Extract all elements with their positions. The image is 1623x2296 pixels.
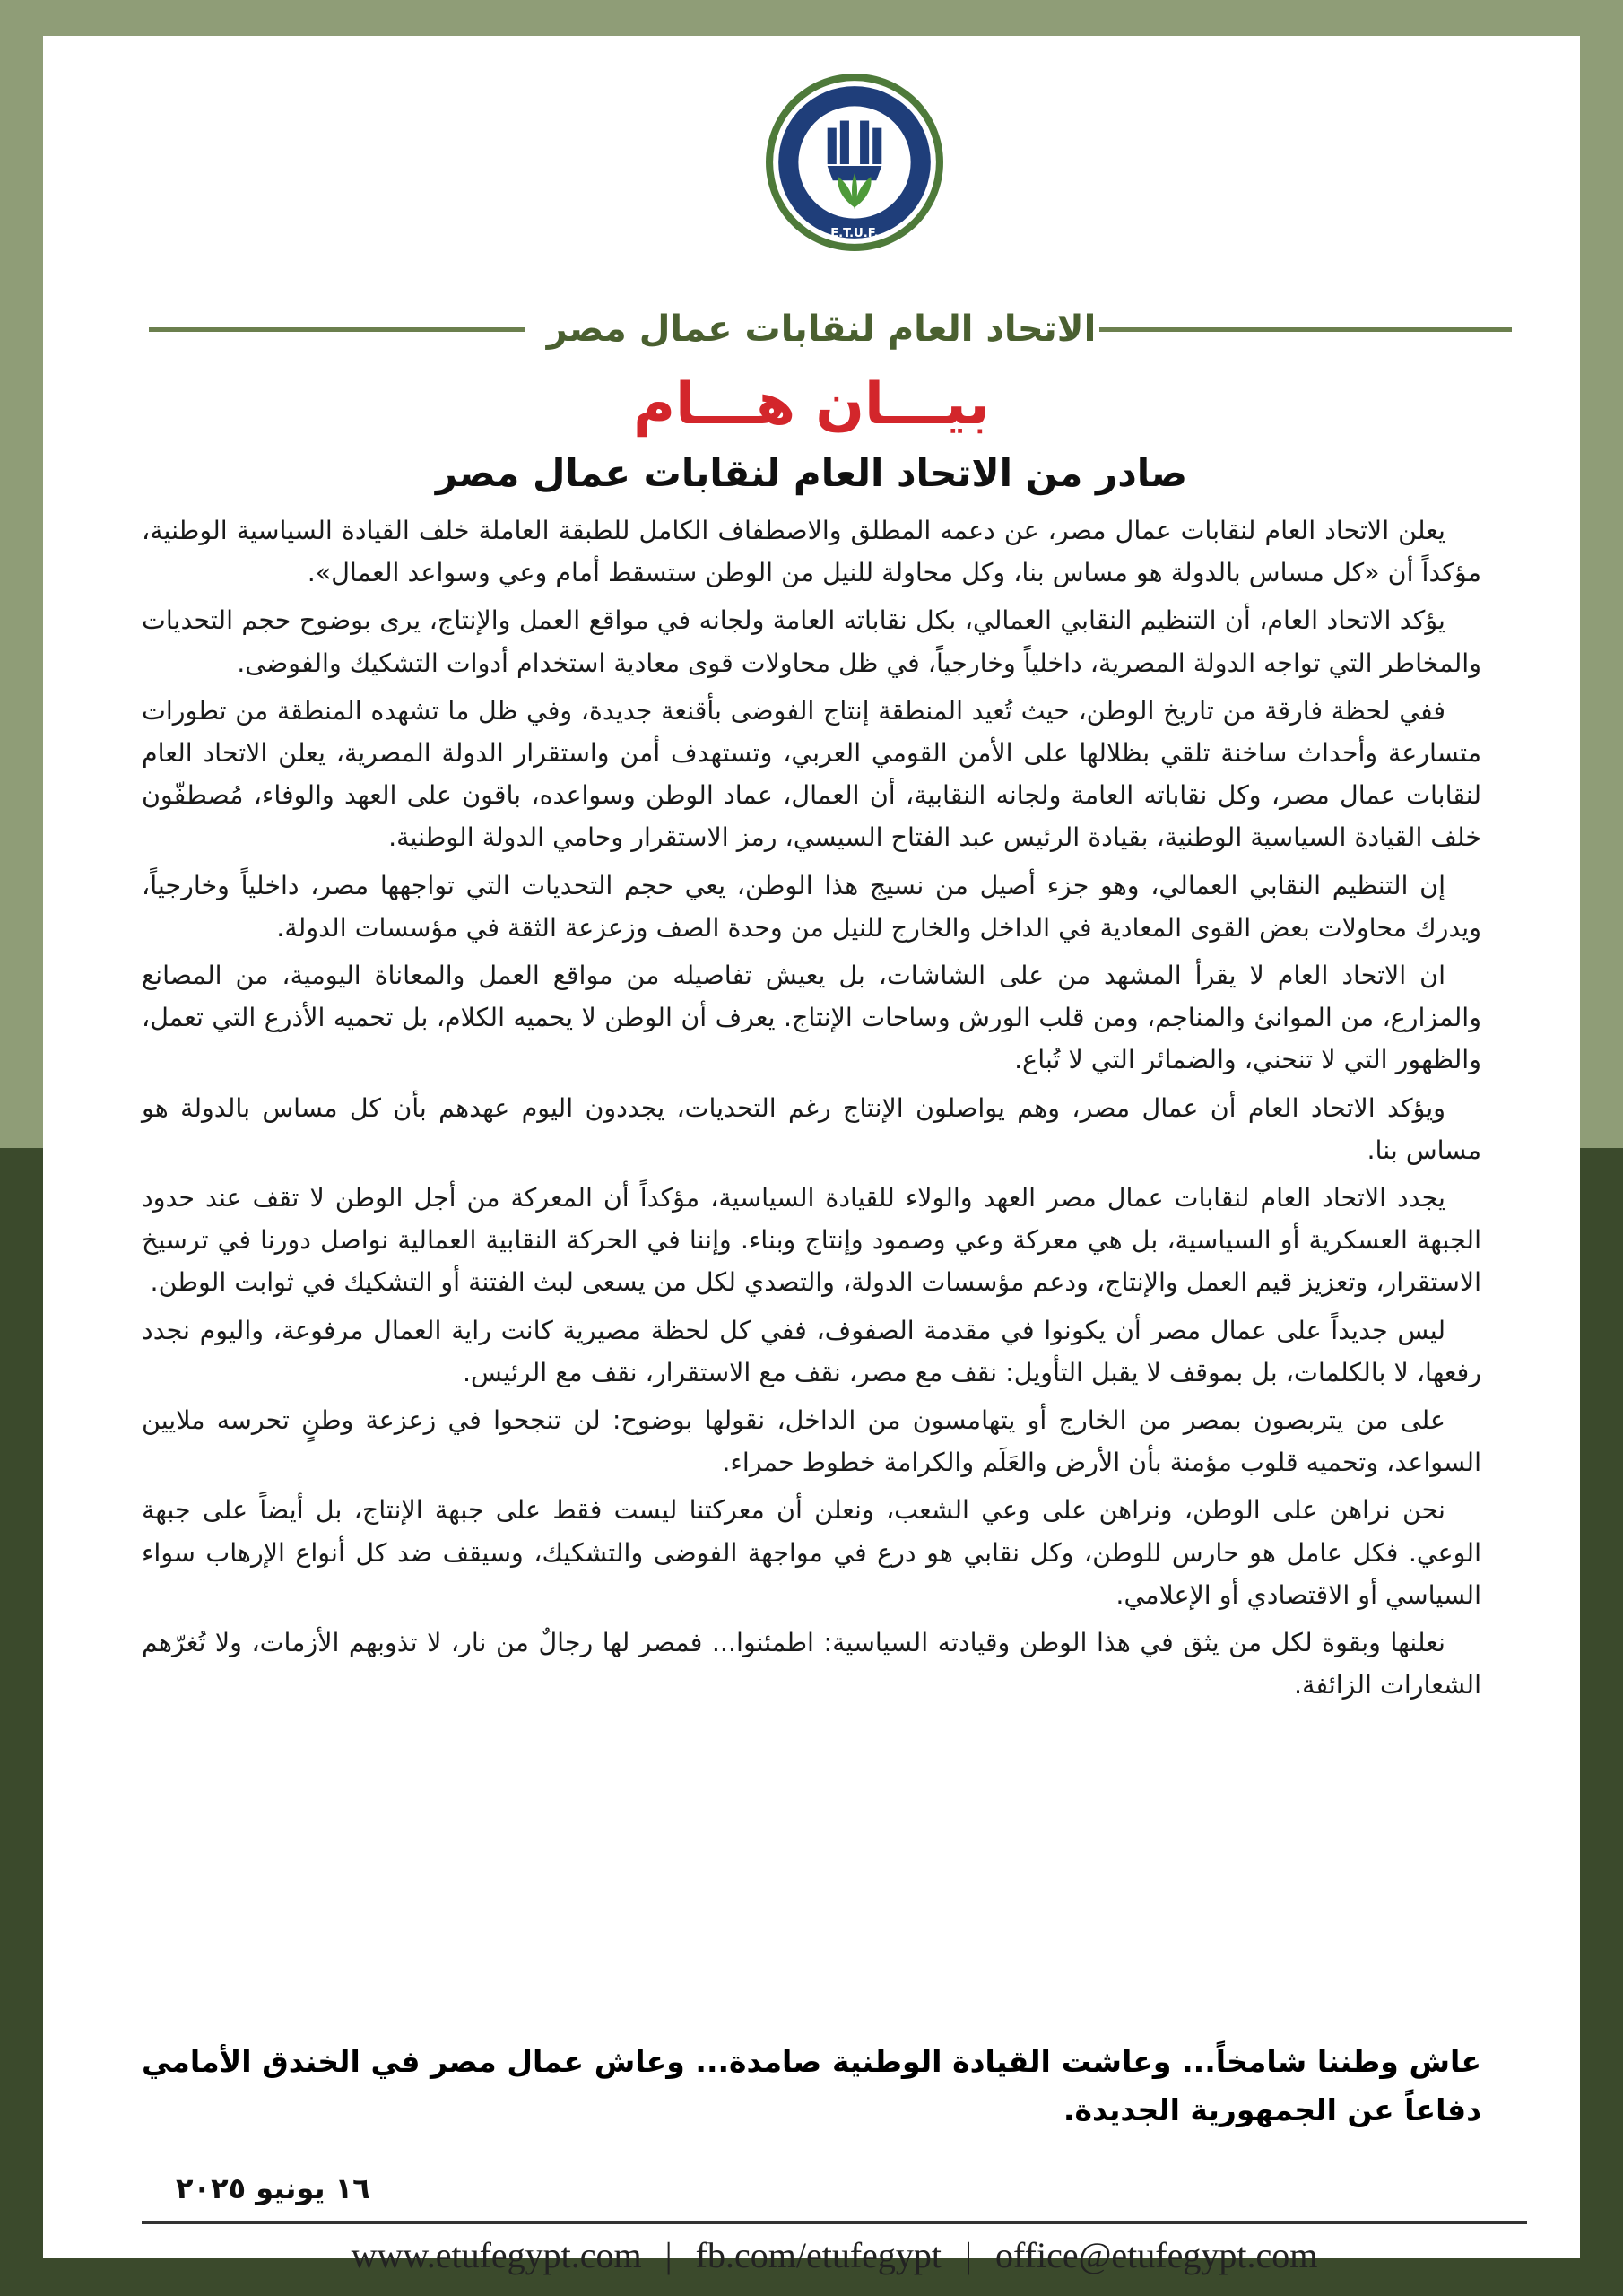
header-rule-right [1099, 327, 1512, 332]
document-sheet [43, 36, 1580, 2275]
body-paragraph: على من يتربصون بمصر من الخارج أو يتهامسون من الداخل، نقولها بوضوح: لن تنجحوا في زعزعة وطنٍ تحرسه ملايين السواعد، وتحميه قلوب مؤمنة بأن الأرض والعَلَم والكرامة خطوط حمراء. [142, 1405, 1481, 1478]
etuf-logo [764, 72, 945, 253]
facebook-link[interactable]: fb.com/etufegypt [695, 2235, 942, 2275]
body-paragraph: يجدد الاتحاد العام لنقابات عمال مصر العهد والولاء للقيادة السياسية، مؤكداً أن المعركة من أجل الوطن لا تقف عند حدود الجبهة العسكرية أو السياسية، بل هي معركة وعي وصمود وإنتاج وبناء. وإننا في الحركة النقابية العمالية نواصل دورنا في ترسيخ الاستقرار، وتعزيز قيم العمل والإنتاج، ودعم مؤسسات الدولة، والتصدي لكل من يسعى لبث الفتنة أو التشكيك في ثوابت الوطن. [142, 1183, 1481, 1298]
closing-slogan: عاش وطننا شامخاً... وعاشت القيادة الوطنية صامدة... وعاش عمال مصر في الخندق الأمامي دفاعاً عن الجمهورية الجديدة. [142, 2044, 1481, 2127]
body-paragraph: ويؤكد الاتحاد العام أن عمال مصر، وهم يواصلون الإنتاج رغم التحديات، يجددون اليوم عهدهم بأن كل مساس بالدولة هو مساس بنا. [142, 1092, 1481, 1165]
statement-date: ١٦ يونيو ٢٠٢٥ [176, 2171, 370, 2205]
logo-lettering: E.T.U.F. [830, 226, 879, 240]
body-paragraph: ليس جديداً على عمال مصر أن يكونوا في مقدمة الصفوف، ففي كل لحظة مصيرية كانت راية العمال مرفوعة، واليوم نجدد رفعها، لا بالكلمات، بل بموقف لا يقبل التأويل: نقف مع مصر، نقف مع الاستقرار، نقف مع الرئيس. [142, 1315, 1481, 1387]
statement-title: بيـــان هـــام [633, 371, 990, 438]
body-paragraph: نعلنها وبقوة لكل من يثق في هذا الوطن وقيادته السياسية: اطمئنوا... فمصر لها رجالٌ من نار، لا تذوبهم الأزمات، ولا تُغرّهم الشعارات الزائفة. [142, 1628, 1481, 1700]
footer-separator: | [965, 2235, 973, 2275]
body-paragraph: نحن نراهن على الوطن، ونراهن على وعي الشعب، ونعلن أن معركتنا ليست فقط على جبهة الإنتاج، بل أيضاً على جبهة الوعي. فكل عامل هو حارس للوطن، وكل نقابي هو درع في مواجهة الفوضى والتشكيك، وسيقف ضد كل أنواع الإرهاب سواء السياسي أو الاقتصادي أو الإعلامي. [142, 1495, 1481, 1610]
organization-header [149, 298, 1512, 361]
contact-footer [142, 2224, 1527, 2287]
statement-body [142, 509, 1481, 1711]
header-rule-left [149, 327, 525, 332]
body-paragraph: ان الاتحاد العام لا يقرأ المشهد من على الشاشات، بل يعيش تفاصيله من مواقع العمل والمعاناة اليومية، من المصانع والمزارع، من الموانئ والمناجم، ومن قلب الورش وساحات الإنتاج. يعرف أن الوطن لا يحميه الكلام، بل تحميه الأذرع التي تعمل، والظهور التي لا تنحني، والضمائر التي لا تُباع. [142, 961, 1481, 1075]
organization-name: الاتحاد العام لنقابات عمال مصر [546, 309, 1097, 350]
statement-subtitle: صادر من الاتحاد العام لنقابات عمال مصر [435, 451, 1188, 495]
footer-separator: | [664, 2235, 673, 2275]
body-paragraph: يؤكد الاتحاد العام، أن التنظيم النقابي العمالي، بكل نقاباته العامة ولجانه في مواقع العمل والإنتاج، يرى بوضوح حجم التحديات والمخاطر التي تواجه الدولة المصرية، داخلياً وخارجياً، في ظل محاولات قوى معادية استخدام أدوات التشكيك والفوضى. [142, 605, 1481, 678]
body-paragraph: إن التنظيم النقابي العمالي، وهو جزء أصيل من نسيج هذا الوطن، يعي حجم التحديات التي تواجهها مصر، داخلياً وخارجياً، ويدرك محاولات بعض القوى المعادية في الداخل والخارج للنيل من وحدة الصف وزعزعة الثقة في مؤسسات الدولة. [142, 870, 1481, 943]
body-paragraph: ففي لحظة فارقة من تاريخ الوطن، حيث تُعيد المنطقة إنتاج الفوضى بأقنعة جديدة، وفي ظل ما تشهده المنطقة من تطورات متسارعة وأحداث ساخنة تلقي بظلالها على الأمن القومي العربي، وتستهدف أمن واستقرار الدولة المصرية، يعلن الاتحاد العام لنقابات عمال مصر، وكل نقاباته العامة ولجانه النقابية، أن العمال، عماد الوطن وسواعده، باقون على العهد والوفاء، مُصطفّون خلف القيادة السياسية الوطنية، بقيادة الرئيس عبد الفتاح السيسي، رمز الاستقرار وحامي الدولة الوطنية. [142, 695, 1481, 853]
website-link[interactable]: www.etufegypt.com [351, 2235, 642, 2275]
body-paragraph: يعلن الاتحاد العام لنقابات عمال مصر، عن دعمه المطلق والاصطفاف الكامل للطبقة العاملة خلف القيادة السياسية الوطنية، مؤكداً أن «كل مساس بالدولة هو مساس بنا، وكل محاولة للنيل من الوطن ستسقط أمام وعي وسواعد العمال». [142, 516, 1481, 588]
email-link[interactable]: office@etufegypt.com [995, 2235, 1318, 2275]
